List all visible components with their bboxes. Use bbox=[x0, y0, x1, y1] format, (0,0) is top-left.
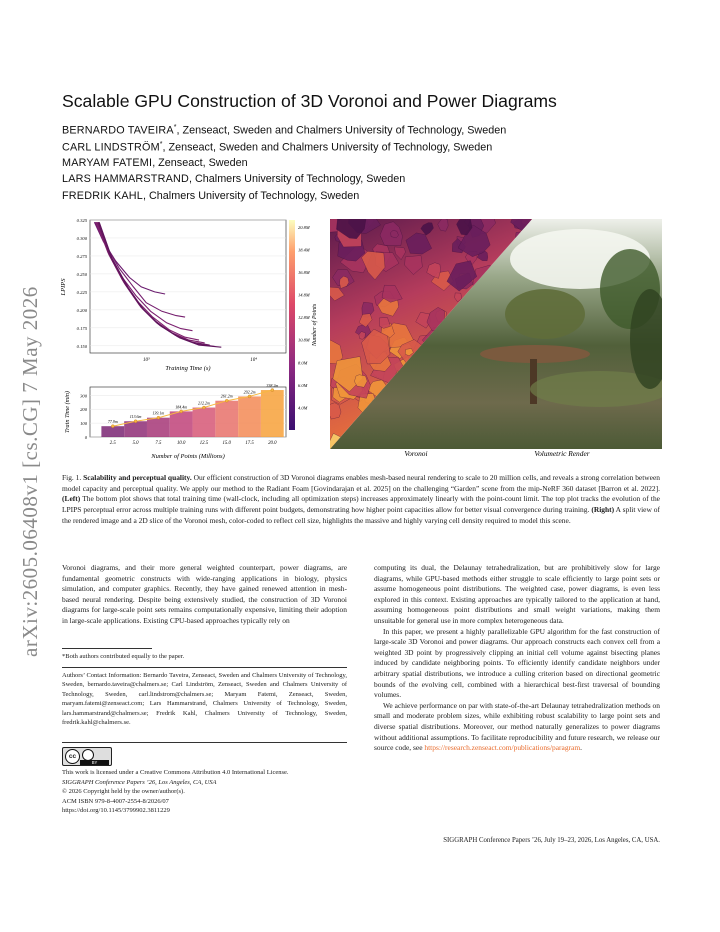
arxiv-stamp: arXiv:2605.06408v1 [cs.CG] 7 May 2026 bbox=[18, 286, 42, 657]
x-tick-label: 10⁴ bbox=[250, 358, 258, 363]
results-text: We achieve performance on par with state-of-the-art Delaunay tetrahedralization methods on small and moderate problem sizes, while exhibiting robust scalability to large point sets and diverse spatial distributions. Moreover, our method naturally generalizes to power diagrams without additional assumptions. To facilitate reproducibility and future research, we release our source code, see bbox=[374, 700, 660, 753]
y-tick-label: 100 bbox=[80, 421, 87, 427]
cc-by-badge[interactable] bbox=[62, 747, 112, 766]
colorbar-tick-label: 18.4M bbox=[298, 247, 310, 253]
x-tick-label: 20.0 bbox=[268, 441, 277, 446]
lpips-line bbox=[99, 222, 221, 347]
train-time-y-ticks bbox=[80, 393, 88, 440]
caption-text: Our efficient construction of 3D Voronoi diagrams enables mesh-based neural rendering to scale to 20 million cells, and reveals a strong correlation between model capacity and perceptual quality. We apply our method to the Radiant Foam [Govindarajan et al. 2025] on the challenging “Garden” scene from the mip-NeRF 360 dataset [Barron et al. 2022]. bbox=[62, 473, 660, 493]
y-tick-label: 0.200 bbox=[76, 307, 87, 313]
paragraph-method: In this paper, we present a highly parallelizable GPU algorithm for the fast construction of large-scale 3D Voronoi and power diagrams. Our approach constructs each convex cell from a weighted 3D point by progressively clipping an initial cell volume against bisecting planes induced by candidate neighboring points. To efficiently identify candidate neighbors under arbitrary spatial distributions, we introduce a culling criterion based on directional geometric bounds of the evolving cell, combined with a hierarchical best-first traversal of bounding volumes. bbox=[374, 626, 660, 700]
train-time-x-ticks bbox=[110, 441, 277, 446]
train-time-bar bbox=[170, 411, 193, 437]
y-tick-label: 0.300 bbox=[76, 235, 87, 241]
train-time-bar bbox=[238, 396, 261, 437]
caption-text: A split view of the rendered image and a 2D slice of the Voronoi mesh, color-coded to reflect cell size, highlights the massive and highly varying cell density required to model this scene. bbox=[62, 505, 661, 525]
lpips-line bbox=[94, 222, 165, 294]
lpips-x-ticks bbox=[143, 357, 257, 363]
colorbar-tick-label: 12.8M bbox=[298, 315, 310, 321]
caption-left-tag: (Left) bbox=[62, 494, 81, 504]
paper-title: Scalable GPU Construction of 3D Voronoi and Power Diagrams bbox=[62, 91, 557, 111]
author-affiliation: , Chalmers University of Technology, Sweden bbox=[188, 173, 406, 185]
y-tick-label: 200 bbox=[80, 407, 87, 413]
paragraph-results bbox=[374, 701, 660, 754]
colorbar-tick-label: 6.0M bbox=[298, 382, 308, 388]
author-name: FREDRIK KAHL bbox=[62, 190, 143, 202]
train-time-bar bbox=[147, 418, 170, 437]
colorbar-tick-label: 4.0M bbox=[298, 405, 308, 411]
y-tick-label: 0.250 bbox=[76, 271, 87, 277]
caption-right-tag: (Right) bbox=[591, 505, 615, 515]
conference-line: SIGGRAPH Conference Papers ’26, Los Angeles, CA, USA bbox=[62, 778, 217, 786]
x-tick-label: 5.0 bbox=[132, 441, 139, 446]
y-tick-label: 300 bbox=[80, 393, 87, 399]
colorbar-ticks bbox=[298, 225, 310, 411]
lpips-x-label: Training Time (s) bbox=[165, 365, 211, 372]
y-tick-label: 0.275 bbox=[76, 253, 87, 259]
author-line bbox=[62, 173, 405, 185]
author-line bbox=[62, 190, 359, 202]
colorbar-tick-label: 16.8M bbox=[298, 269, 310, 275]
author-name: CARL LINDSTRÖM bbox=[62, 141, 160, 154]
lpips-plot-frame bbox=[90, 220, 286, 353]
isbn-line: ACM ISBN 979-8-4007-2554-8/2026/07 bbox=[62, 797, 169, 805]
bar-value-label: 212.2m bbox=[198, 400, 210, 406]
colorbar-tick-label: 20.8M bbox=[298, 224, 310, 230]
x-tick-label: 12.5 bbox=[199, 441, 209, 446]
y-tick-label: 0 bbox=[84, 435, 87, 440]
points-colorbar bbox=[289, 220, 295, 430]
paragraph-continued: computing its dual, the Delaunay tetrahedralization, but are prohibitively slow for large diagrams, while GPU-based methods either struggle to scale efficiently to large point sets or assume homogeneous point distributions. The weighted case, power diagrams, is even less explored in this context. Existing approaches are typically tailored to the application at hand, assuming homogeneous point distributions and small weight variations, making them unsuitable for general use in more complex heterogeneous data. bbox=[374, 563, 660, 625]
caption-title: Scalability and perceptual quality. bbox=[83, 473, 192, 482]
author-name: BERNARDO TAVEIRA bbox=[62, 124, 174, 137]
train-time-point bbox=[271, 389, 274, 392]
bar-value-label: 184.4m bbox=[175, 404, 188, 410]
train-time-point bbox=[180, 410, 183, 413]
author-name: MARYAM FATEMI bbox=[62, 157, 153, 169]
author-mark: * bbox=[159, 141, 163, 148]
bar-value-label: 261.2m bbox=[220, 393, 233, 399]
train-time-point bbox=[111, 425, 114, 428]
page-footer: SIGGRAPH Conference Papers ’26, July 19–23, 2026, Los Angeles, CA, USA. bbox=[443, 837, 660, 844]
y-tick-label: 0.225 bbox=[76, 289, 87, 295]
volumetric-render-label: Volumetric Render bbox=[534, 449, 590, 458]
author-line bbox=[62, 157, 248, 169]
bar-value-label: 113.6m bbox=[129, 414, 142, 420]
x-tick-label: 7.5 bbox=[155, 441, 162, 446]
x-tick-label: 17.5 bbox=[245, 441, 254, 446]
train-time-bars bbox=[101, 390, 283, 437]
license-rule bbox=[62, 742, 347, 743]
cc-icon: cc bbox=[65, 749, 80, 764]
y-tick-label: 0.325 bbox=[76, 218, 87, 223]
publication-info bbox=[62, 768, 352, 816]
x-tick-label: 10³ bbox=[142, 358, 150, 363]
copyright-line: © 2026 Copyright held by the owner/author(s). bbox=[62, 788, 185, 795]
lpips-line bbox=[98, 222, 210, 345]
source-code-link[interactable]: https://research.zenseact.com/publications/paragram bbox=[424, 743, 581, 753]
results-end: . bbox=[580, 743, 582, 753]
colorbar-tick-label: 10.8M bbox=[298, 337, 310, 343]
train-time-point bbox=[202, 406, 205, 409]
license-text: This work is licensed under a Creative Commons Attribution 4.0 International License. bbox=[62, 769, 289, 776]
author-affiliation: , Chalmers University of Technology, Sweden bbox=[143, 190, 360, 202]
footnote-rule bbox=[62, 648, 152, 649]
train-time-point bbox=[134, 420, 137, 423]
voronoi-render-figure bbox=[330, 219, 662, 459]
colorbar-label: Number of Points bbox=[312, 303, 318, 347]
lpips-series bbox=[94, 222, 221, 347]
lpips-line bbox=[97, 222, 205, 343]
lpips-y-ticks bbox=[77, 218, 88, 349]
figure-caption bbox=[62, 473, 660, 527]
colorbar-tick-label: 14.8M bbox=[298, 292, 310, 298]
bar-value-label: 292.2m bbox=[243, 389, 256, 395]
train-time-point bbox=[157, 416, 160, 419]
lpips-line bbox=[96, 222, 193, 331]
caption-prefix: Fig. 1. bbox=[62, 473, 84, 482]
author-name: LARS HAMMARSTRAND bbox=[62, 173, 189, 185]
lpips-y-label: LPIPS bbox=[60, 278, 67, 296]
lpips-grid bbox=[90, 220, 286, 346]
colorbar-tick-label: 8.0M bbox=[298, 360, 308, 366]
caption-text: The bottom plot shows that total training time (wall-clock, including all optimization steps) increases approximately linearly with the point-count limit. The top plot tracks the evolution of the LPIPS perceptual error across multiple training runs with different point budgets, demonstrating how higher point capacities allow for better visual convergence during training. bbox=[62, 494, 660, 515]
train-time-point bbox=[225, 399, 228, 402]
footnote: *Both authors contributed equally to the paper. bbox=[62, 653, 185, 660]
train-time-bar bbox=[193, 408, 216, 437]
contact-info: Authors’ Contact Information: Bernardo Taveira, Zenseact, Sweden and Chalmers University of Technology, Sweden, bernardo.taveira@chalmers.se; Carl Lindström, Zenseact, Sweden and Chalmers University of Technology, Sweden, carl.lindstrom@chalmers.se; Maryam Fatemi, Zenseact, Sweden, maryam.fatemi@zenseact.com; Lars Hammarstrand, Chalmers University of Technology, Sweden, lars.hammarstrand@chalmers.se; Fredrik Kahl, Chalmers University of Technology, Sweden, fredrik.kahl@chalmers.se. bbox=[62, 672, 347, 727]
author-affiliation: , Zenseact, Sweden bbox=[152, 157, 248, 169]
x-tick-label: 2.5 bbox=[109, 441, 116, 446]
x-tick-label: 10.0 bbox=[176, 441, 186, 446]
bar-value-label: 139.1m bbox=[152, 410, 165, 416]
train-time-point bbox=[248, 395, 251, 398]
author-affiliation: , Zenseact, Sweden and Chalmers University of Technology, Sweden bbox=[162, 141, 493, 154]
right-column bbox=[374, 563, 660, 754]
lpips-line bbox=[95, 222, 185, 317]
bar-value-label: 77.9m bbox=[107, 419, 118, 425]
left-column-intro bbox=[62, 563, 347, 627]
author-affiliation: , Zenseact, Sweden and Chalmers University of Technology, Sweden bbox=[176, 124, 507, 137]
bar-value-label: 338.2m bbox=[266, 383, 279, 389]
lpips-line bbox=[97, 222, 200, 340]
author-line bbox=[62, 141, 492, 154]
scalability-charts bbox=[56, 212, 326, 464]
voronoi-label: Voronoi bbox=[404, 449, 428, 458]
y-tick-label: 0.150 bbox=[76, 343, 87, 349]
author-mark: * bbox=[173, 124, 177, 131]
train-time-x-label: Number of Points (Millions) bbox=[151, 453, 225, 460]
train-time-bar bbox=[261, 390, 284, 437]
train-time-bar bbox=[124, 421, 147, 437]
doi-line: https://doi.org/10.1145/3799902.3811229 bbox=[62, 807, 170, 814]
train-time-bar bbox=[215, 401, 238, 437]
by-label: BY bbox=[80, 760, 109, 765]
y-tick-label: 0.175 bbox=[76, 325, 87, 331]
contact-rule bbox=[62, 667, 347, 668]
x-tick-label: 15.0 bbox=[222, 441, 231, 446]
author-line bbox=[62, 124, 506, 137]
train-time-y-label: Train Time (min) bbox=[64, 391, 71, 433]
intro-paragraph: Voronoi diagrams, and their more general weighted counterpart, power diagrams, are fundamental geometric constructs with wide-ranging applications in biology, physics simulation, and computer graphics. Recently, they have gained renewed attention in mesh-based neural rendering. Despite being extensively studied, the construction of 3D Voronoi diagrams for large-scale point sets remains computationally expensive, limiting their adoption in large-scale applications. Existing CPU-based approaches typically rely on bbox=[62, 563, 347, 625]
